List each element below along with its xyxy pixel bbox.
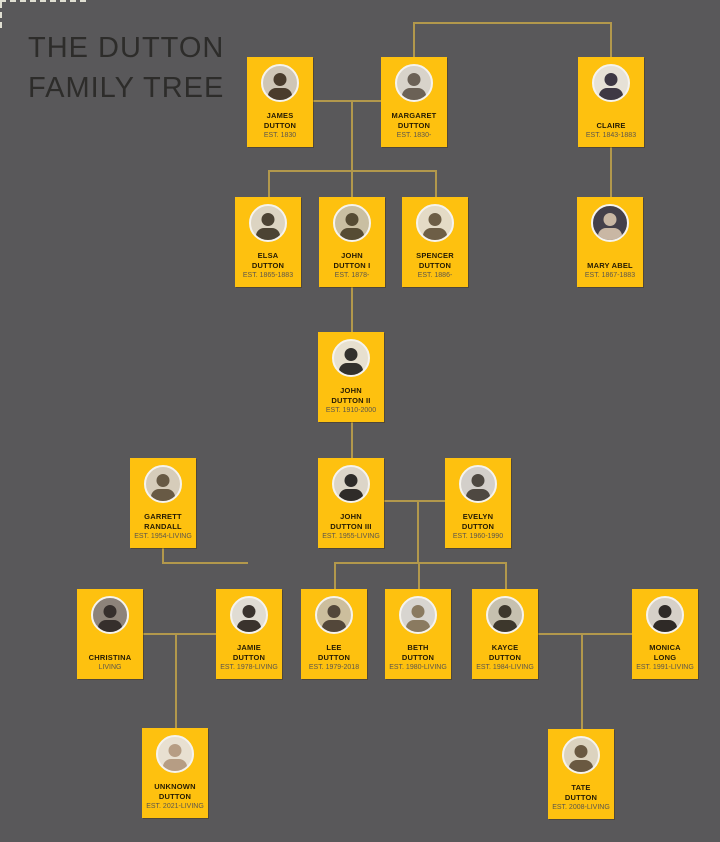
portrait-silhouette-torso	[466, 489, 490, 502]
portrait-silhouette-torso	[339, 489, 363, 502]
portrait-silhouette-torso	[406, 620, 430, 633]
person-dates: EST. 1843-1883	[585, 132, 637, 139]
connector-line	[351, 170, 353, 197]
person-name	[565, 783, 597, 802]
person-name-line: MARY ABEL	[587, 260, 633, 270]
person-name-line: TATE	[571, 783, 591, 792]
portrait-photo	[592, 64, 630, 102]
person-card-kayce[interactable]	[472, 589, 538, 679]
person-card-unknown[interactable]	[142, 728, 208, 818]
person-dates: EST. 1991-LIVING	[636, 664, 694, 671]
connector-line	[413, 22, 415, 57]
person-name-line: JAMES	[266, 111, 294, 120]
person-name-line: DUTTON I	[333, 260, 371, 270]
person-name-line: MARGARET	[391, 111, 437, 120]
portrait-silhouette-head	[499, 605, 512, 618]
portrait-photo	[332, 465, 370, 503]
person-name	[264, 111, 296, 130]
person-dates: EST. 1867-1883	[584, 272, 636, 279]
portrait-silhouette-torso	[256, 228, 280, 241]
person-card-spencer[interactable]	[402, 197, 468, 287]
connector-line	[418, 562, 420, 590]
connector-line	[334, 562, 336, 590]
person-dates: EST. 1955-LIVING	[322, 533, 380, 540]
person-dates: EST. 1954-LIVING	[134, 533, 192, 540]
person-dates: EST. 1878-	[334, 272, 370, 279]
person-card-john1[interactable]	[319, 197, 385, 287]
connector-line-dashed	[0, 2, 2, 30]
portrait-photo	[399, 596, 437, 634]
person-name	[402, 643, 434, 662]
portrait-silhouette-torso	[268, 88, 292, 101]
person-name-line: DUTTON	[158, 791, 192, 801]
person-name-line: DUTTON III	[330, 521, 372, 531]
portrait-photo	[91, 596, 129, 634]
connector-line	[417, 500, 419, 563]
person-name-line: JOHN	[341, 251, 363, 260]
person-card-elsa[interactable]	[235, 197, 301, 287]
portrait-silhouette-head	[346, 213, 359, 226]
person-name	[330, 512, 371, 531]
person-name	[462, 512, 494, 531]
portrait-silhouette-torso	[569, 760, 593, 773]
connector-line	[351, 422, 353, 458]
person-name	[392, 111, 437, 130]
person-name	[489, 643, 521, 662]
person-name	[144, 512, 182, 531]
connector-line	[581, 633, 583, 729]
portrait-photo	[416, 204, 454, 242]
person-name-line: KAYCE	[491, 643, 519, 652]
person-name-line: DUTTON	[397, 120, 431, 130]
connector-line	[435, 170, 437, 197]
portrait-photo	[486, 596, 524, 634]
portrait-silhouette-head	[274, 73, 287, 86]
person-name-line: GARRETT	[144, 512, 182, 521]
person-name	[596, 121, 625, 131]
person-name-line: DUTTON	[488, 652, 522, 662]
person-card-john3[interactable]	[318, 458, 384, 548]
person-card-margaret[interactable]	[381, 57, 447, 147]
person-card-christina[interactable]	[77, 589, 143, 679]
connector-line	[351, 287, 353, 332]
person-dates: EST. 1980-LIVING	[389, 664, 447, 671]
person-dates: LIVING	[98, 664, 122, 671]
person-dates: EST. 1830	[263, 132, 297, 139]
connector-line	[143, 633, 216, 635]
portrait-silhouette-head	[104, 605, 117, 618]
portrait-silhouette-torso	[423, 228, 447, 241]
portrait-silhouette-torso	[237, 620, 261, 633]
person-name-line: DUTTON	[317, 652, 351, 662]
portrait-silhouette-torso	[163, 759, 187, 772]
portrait-silhouette-torso	[339, 363, 363, 376]
person-name-line: JOHN	[340, 386, 362, 395]
person-name	[416, 251, 454, 270]
connector-line	[334, 562, 507, 564]
person-name	[233, 643, 265, 662]
connector-line	[162, 562, 248, 564]
person-card-garrett[interactable]	[130, 458, 196, 548]
portrait-photo	[156, 735, 194, 773]
portrait-silhouette-head	[429, 213, 442, 226]
connector-line-dashed	[0, 0, 86, 2]
portrait-silhouette-torso	[598, 228, 622, 241]
portrait-silhouette-head	[345, 474, 358, 487]
connector-line	[413, 22, 612, 24]
person-name	[334, 251, 371, 270]
connector-line	[610, 22, 612, 57]
person-name-line: EVELYN	[462, 512, 494, 521]
person-name-line: RANDALL	[144, 521, 182, 531]
person-card-john2[interactable]	[318, 332, 384, 422]
connector-line	[313, 100, 381, 102]
person-name-line: DUTTON	[401, 652, 435, 662]
person-card-james[interactable]	[247, 57, 313, 147]
portrait-silhouette-torso	[493, 620, 517, 633]
portrait-photo	[144, 465, 182, 503]
portrait-photo	[230, 596, 268, 634]
portrait-silhouette-head	[604, 213, 617, 226]
portrait-silhouette-torso	[98, 620, 122, 633]
person-card-tate[interactable]	[548, 729, 614, 819]
person-name-line: LEE	[326, 643, 342, 652]
person-name-line: DUTTON	[251, 260, 285, 270]
portrait-silhouette-torso	[322, 620, 346, 633]
connector-line	[610, 147, 612, 197]
person-dates: EST. 2008-LIVING	[552, 804, 610, 811]
person-name-line: DUTTON II	[331, 395, 371, 405]
portrait-photo	[459, 465, 497, 503]
person-name	[318, 643, 350, 662]
person-card-maryabel[interactable]	[577, 197, 643, 287]
person-card-monica[interactable]	[632, 589, 698, 679]
portrait-silhouette-head	[659, 605, 672, 618]
portrait-photo	[646, 596, 684, 634]
person-name-line: JOHN	[340, 512, 362, 521]
portrait-silhouette-head	[169, 744, 182, 757]
person-card-claire[interactable]	[578, 57, 644, 147]
person-dates: EST. 1886-	[417, 272, 453, 279]
person-dates: EST. 1865-1883	[242, 272, 294, 279]
person-card-evelyn[interactable]	[445, 458, 511, 548]
person-name-line: CHRISTINA	[88, 652, 132, 662]
portrait-photo	[591, 204, 629, 242]
person-name	[649, 643, 681, 662]
portrait-silhouette-head	[408, 73, 421, 86]
connector-line	[268, 170, 270, 197]
connector-line	[175, 633, 177, 728]
portrait-photo	[332, 339, 370, 377]
portrait-silhouette-head	[243, 605, 256, 618]
portrait-silhouette-head	[328, 605, 341, 618]
portrait-silhouette-head	[262, 213, 275, 226]
person-name-line: SPENCER	[416, 251, 454, 260]
connector-lines-layer	[0, 0, 720, 30]
portrait-silhouette-torso	[340, 228, 364, 241]
person-name-line: DUTTON	[263, 120, 297, 130]
portrait-silhouette-head	[412, 605, 425, 618]
page-title-line2: FAMILY TREE	[28, 72, 225, 104]
portrait-silhouette-torso	[599, 88, 623, 101]
portrait-photo	[249, 204, 287, 242]
person-name-line: DUTTON	[564, 792, 598, 802]
portrait-photo	[315, 596, 353, 634]
portrait-silhouette-head	[345, 348, 358, 361]
portrait-silhouette-torso	[402, 88, 426, 101]
portrait-silhouette-torso	[151, 489, 175, 502]
person-dates: EST. 1960-1990	[452, 533, 504, 540]
connector-line	[384, 500, 445, 502]
portrait-photo	[261, 64, 299, 102]
person-name-line: DUTTON	[232, 652, 266, 662]
connector-line	[351, 100, 353, 171]
connector-line	[538, 633, 632, 635]
portrait-silhouette-head	[472, 474, 485, 487]
person-dates: EST. 1910-2000	[325, 407, 377, 414]
person-dates: EST. 1830-	[396, 132, 432, 139]
person-name-line: JAMIE	[237, 643, 261, 652]
portrait-photo	[395, 64, 433, 102]
person-name-line: MONICA	[649, 643, 681, 652]
person-name-line: CLAIRE	[596, 120, 626, 130]
person-name-line: LONG	[653, 652, 677, 662]
page-title	[28, 28, 224, 108]
person-name-line: DUTTON	[461, 521, 495, 531]
person-name	[154, 782, 195, 801]
portrait-silhouette-head	[575, 745, 588, 758]
portrait-silhouette-head	[605, 73, 618, 86]
connector-line	[505, 562, 507, 590]
person-name-line: ELSA	[257, 251, 279, 260]
person-dates: EST. 1978-LIVING	[220, 664, 278, 671]
person-name-line: DUTTON	[418, 260, 452, 270]
person-card-lee[interactable]	[301, 589, 367, 679]
person-dates: EST. 1979-2018	[308, 664, 360, 671]
portrait-photo	[562, 736, 600, 774]
page-title-line1: THE DUTTON	[28, 32, 225, 64]
person-name-line: UNKNOWN	[154, 782, 196, 791]
person-dates: EST. 2021-LIVING	[146, 803, 204, 810]
person-name	[89, 653, 132, 663]
person-card-jamie[interactable]	[216, 589, 282, 679]
person-name	[587, 261, 633, 271]
portrait-photo	[333, 204, 371, 242]
person-name	[252, 251, 284, 270]
person-card-beth[interactable]	[385, 589, 451, 679]
person-name-line: BETH	[407, 643, 429, 652]
person-dates: EST. 1984-LIVING	[476, 664, 534, 671]
person-name	[331, 386, 370, 405]
portrait-silhouette-head	[157, 474, 170, 487]
portrait-silhouette-torso	[653, 620, 677, 633]
